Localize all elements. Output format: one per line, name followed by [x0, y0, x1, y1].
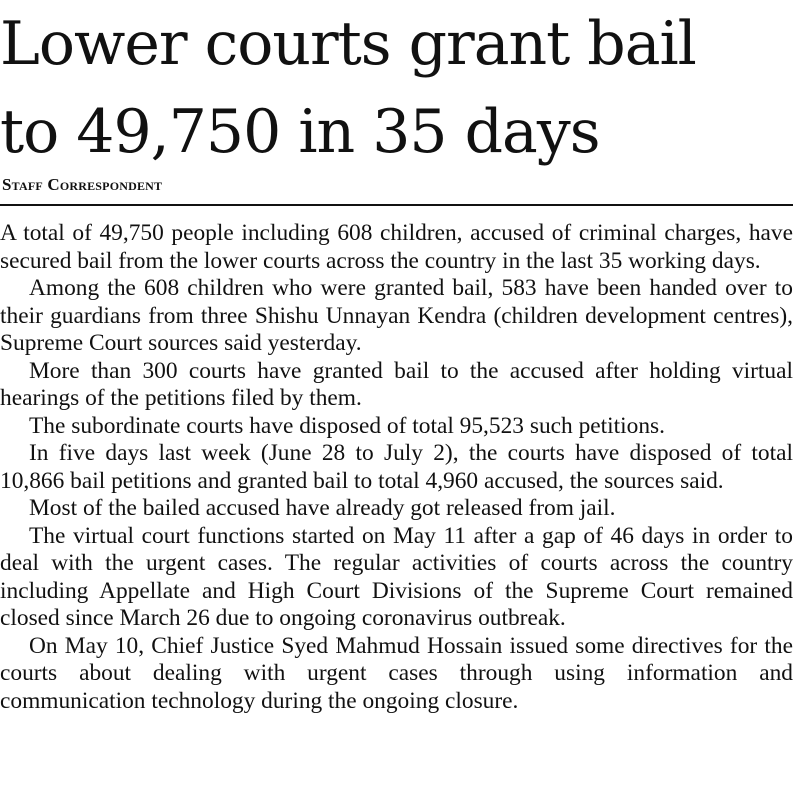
- paragraph-8: On May 10, Chief Justice Syed Mahmud Hossain issued some directives for the courts about dealing with urgent cases through using information and communication technology during the ongoing closure.: [0, 632, 793, 714]
- headline: [0, 0, 793, 176]
- paragraph-1: A total of 49,750 people including 608 children, accused of criminal charges, have secured bail from the lower courts across the country in the last 35 working days.: [0, 220, 793, 274]
- paragraph-2: Among the 608 children who were granted bail, 583 have been handed over to their guardians from three Shishu Unnayan Kendra (children development centres), Supreme Court sources said yesterday.: [0, 275, 793, 356]
- paragraph-4: The subordinate courts have disposed of total 95,523 such petitions.: [29, 412, 665, 439]
- headline-line-1: Lower courts grant bail: [0, 9, 696, 79]
- article-body: [0, 220, 793, 715]
- paragraph-5: In five days last week (June 28 to July 2), the courts have disposed of total 10,866 bail petitions and granted bail to total 4,960 accused, the sources said.: [0, 440, 793, 494]
- paragraph-7: The virtual court functions started on May 11 after a gap of 46 days in order to deal with the urgent cases. The regular activities of courts across the country including Appellate and High Court Divisions of the Supreme Court remained closed since March 26 due to ongoing coronavirus outbreak.: [0, 522, 793, 631]
- paragraph-6: Most of the bailed accused have already got released from jail.: [29, 495, 616, 521]
- divider-rule: [0, 204, 793, 206]
- headline-line-2: to 49,750 in 35 days: [0, 97, 600, 167]
- byline: Staff Correspondent: [2, 175, 163, 194]
- paragraph-3: More than 300 courts have granted bail to the accused after holding virtual hearings of the petitions filed by them.: [0, 357, 793, 411]
